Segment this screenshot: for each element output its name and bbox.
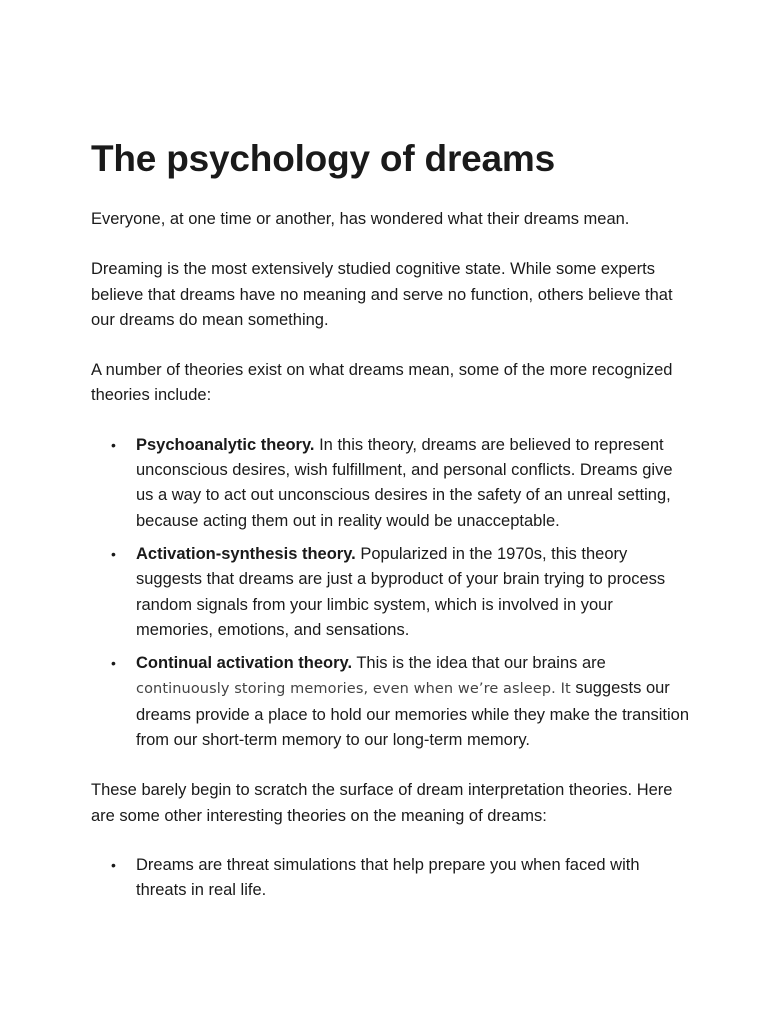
theory-description-part-b: continuously storing memories, even when we’re asleep. It (136, 681, 571, 698)
theory-term: Activation-synthesis theory. (136, 544, 356, 563)
bullet-icon: • (111, 655, 116, 672)
theory-description-part-a: This is the idea that our brains are (352, 654, 606, 673)
theories-list (91, 433, 691, 754)
theory-description-part-c: suggests our dreams provide a place to hold our memories while they make the transition from our short-term memory to our long-term memory. (136, 679, 690, 750)
other-theory-text: Dreams are threat simulations that help prepare you when faced with threats in real life. (136, 855, 640, 900)
intro-paragraph: Everyone, at one time or another, has wondered what their dreams mean. (91, 210, 630, 228)
list-item-continual-activation (91, 651, 691, 753)
paragraph-dreaming: Dreaming is the most extensively studied cognitive state. While some experts believe that dreams have no meaning and serve no function, others believe that our dreams do mean something. (91, 260, 673, 329)
article (91, 136, 691, 904)
paragraph-other-theories-intro: These barely begin to scratch the surface of dream interpretation theories. Here are some other interesting theories on the meaning of dreams: (91, 781, 673, 825)
list-item-activation-synthesis (91, 542, 691, 643)
list-item-threat-simulation (91, 853, 691, 904)
other-theories-list (91, 853, 691, 904)
bullet-icon: • (111, 545, 116, 562)
bullet-icon: • (111, 856, 116, 873)
theory-description: In this theory, dreams are believed to represent unconscious desires, wish fulfillment, and personal conflicts. Dreams give us a way to act out unconscious desires in the safety of an unreal setting, because acting them out in reality would be unacceptable. (136, 435, 673, 530)
theory-term: Continual activation theory. (136, 654, 353, 673)
bullet-icon: • (111, 436, 116, 453)
article-title: The psychology of dreams (91, 138, 555, 179)
theory-description: Popularized in the 1970s, this theory suggests that dreams are just a byproduct of your brain trying to process random signals from your limbic system, which is involved in your memories, emotions, and sensations. (136, 544, 666, 639)
paragraph-theories-intro: A number of theories exist on what dreams mean, some of the more recognized theories include: (91, 361, 673, 405)
list-item-psychoanalytic (91, 433, 691, 534)
theory-term: Psychoanalytic theory. (136, 435, 315, 454)
